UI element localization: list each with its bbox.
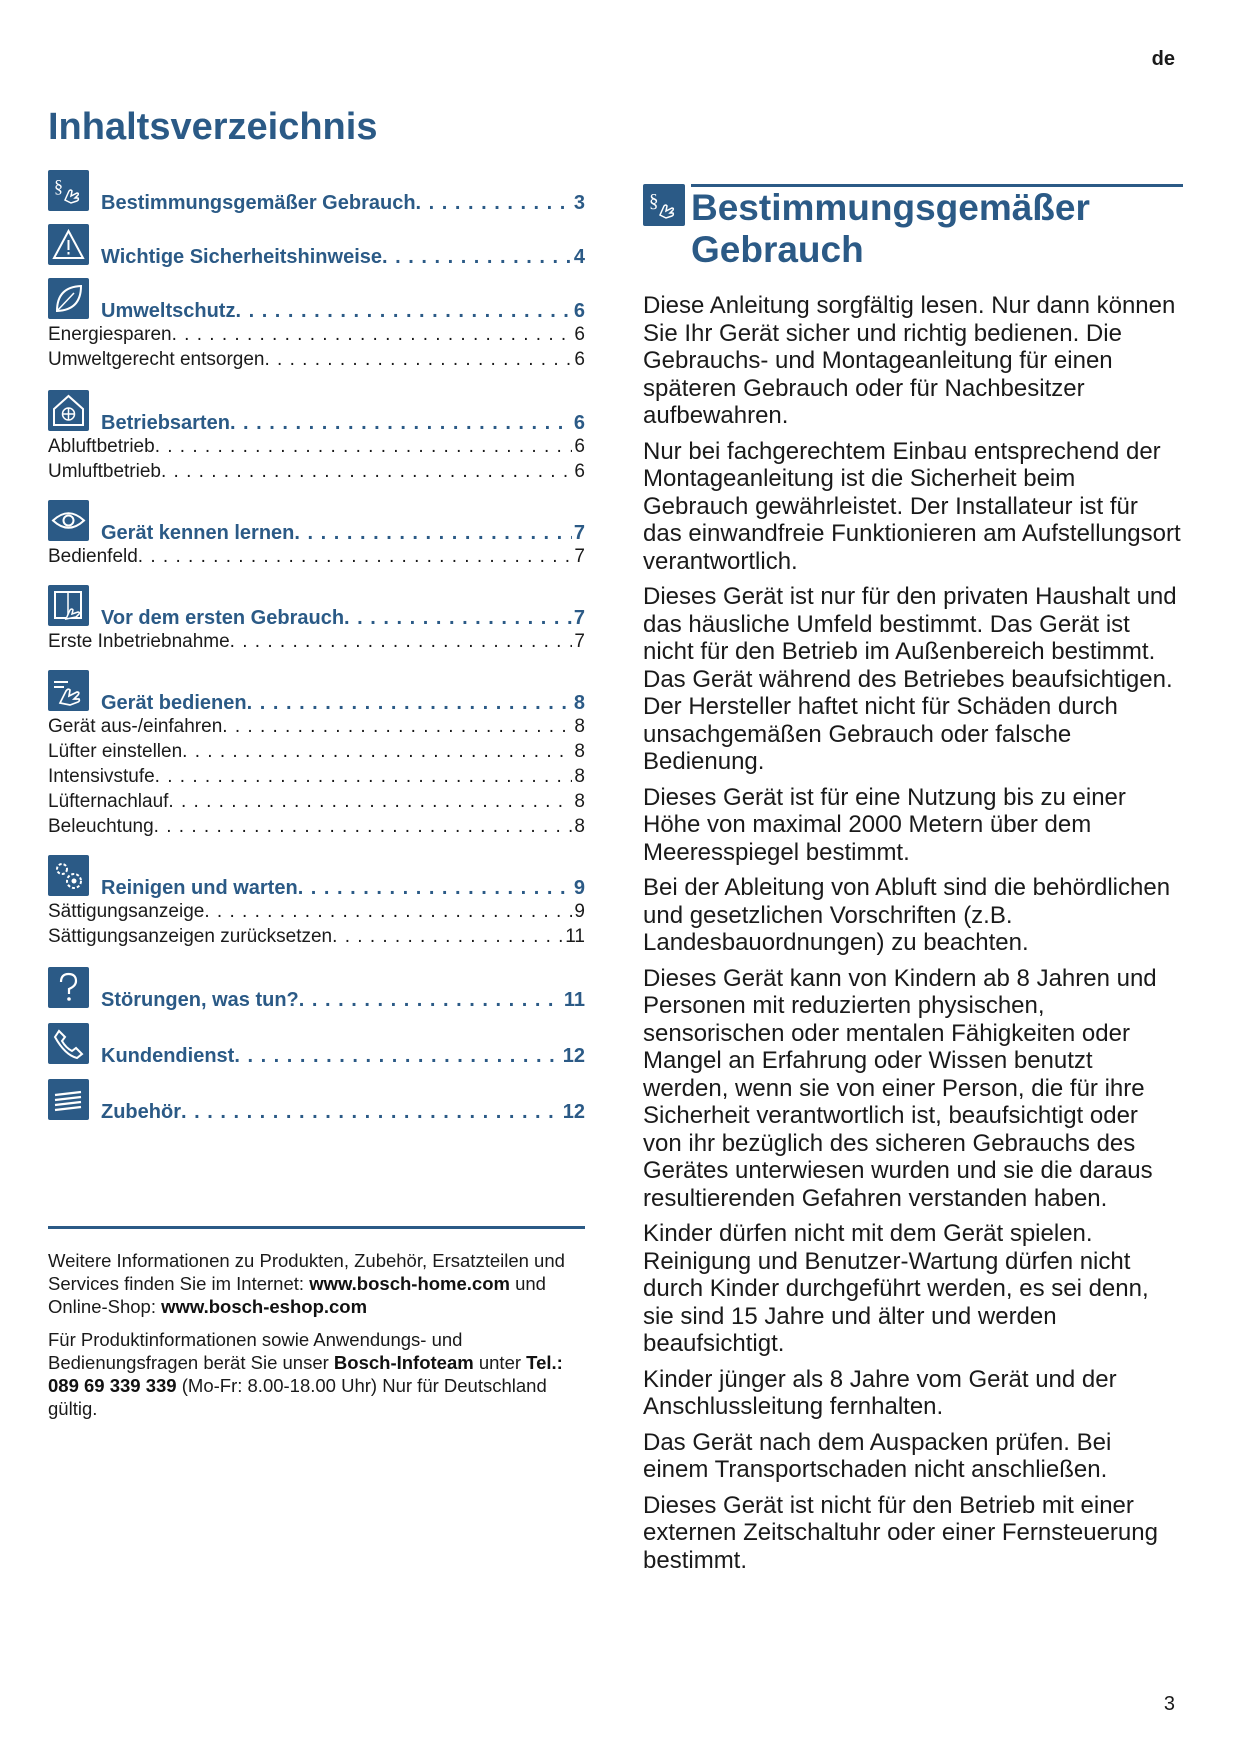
toc-entry[interactable]: Kundendienst . . . 12 [101,1045,585,1068]
toc-entry[interactable]: Wichtige Sicherheitshinweise . . . 4 [101,246,585,269]
toc-section [48,855,585,949]
body-paragraph: Dieses Gerät ist für eine Nutzung bis zu einer Höhe von maximal 2000 Metern über dem Meeresspiegel bestimmt. [643,783,1126,866]
body-paragraph: Bei der Ableitung von Abluft sind die behördlichen und gesetzlichen Vorschriften (z.B. Landesbauordnungen) zu beachten. [643,874,1171,956]
toc-section [48,967,585,1011]
hand-paragraph-icon [48,170,89,211]
house-fan-icon [48,390,89,431]
body-paragraph: Dieses Gerät ist nicht für den Betrieb mit einer externen Zeitschaltuhr oder einer Fernsteuerung bestimmt. [643,1491,1158,1574]
body-paragraph: Dieses Gerät ist nur für den privaten Haushalt und das häusliche Umfeld bestimmt. Das Gerät ist nicht für den Betrieb im Außenbereich bestimmt. Das Gerät während des Betriebes beaufsichtigen. Der Hersteller haftet nicht für Schäden durch unsachgemäßen Gebrauch oder falsche Bedienung. [643,583,1177,775]
toc-entry[interactable]: Reinigen und warten . . . 9 [101,877,585,900]
body-paragraph: Nur bei fachgerechtem Einbau entsprechend der Montageanleitung ist die Sicherheit beim Gebrauch gewährleistet. Der Installateur ist für das einwandfreie Funktionieren am Aufstellungsort verantwortlich. [643,437,1181,575]
toc-entry[interactable]: Umweltschutz . . . 6 [101,300,585,323]
gears-icon [48,855,89,896]
toc-entry[interactable]: Betriebsarten . . . 6 [101,412,585,435]
toc-entry[interactable]: Bestimmungsgemäßer Gebrauch . . . 3 [101,192,585,215]
toc-entry[interactable]: Vor dem ersten Gebrauch . . . 7 [101,607,585,630]
section-title: Bestimmungsgemäßer Gebrauch [691,187,1090,270]
toc-subentry[interactable]: Sättigungsanzeige . . . 9 [48,899,585,924]
toc-section [48,1079,585,1123]
toc-subentry[interactable]: Abluftbetrieb . . . 6 [48,434,585,459]
toc-entry[interactable]: Störungen, was tun? . . . 11 [101,989,585,1012]
body-paragraph: Kinder dürfen nicht mit dem Gerät spielen. Reinigung und Benutzer-Wartung dürfen nicht durch Kinder durchgeführt werden, es sei denn, sie sind 15 Jahre und älter und werden beaufsichtigt. [643,1220,1149,1357]
info-paragraph: Weitere Informationen zu Produkten, Zubehör, Ersatzteilen und Services finden Sie im Internet: www.bosch-home.com und Online-Shop: www.bosch-eshop.com [48,1250,565,1317]
question-icon [48,967,89,1008]
toc-subentry[interactable]: Sättigungsanzeigen zurücksetzen . . . 11 [48,924,585,949]
toc-subentry[interactable]: Energiesparen . . . 6 [48,322,585,347]
toc-section [48,1023,585,1067]
leaf-icon [48,278,89,319]
body-paragraph: Das Gerät nach dem Auspacken prüfen. Bei einem Transportschaden nicht anschließen. [643,1428,1112,1483]
toc-subentry[interactable]: Gerät aus-/einfahren . . . 8 [48,714,585,739]
toc-subentry[interactable]: Umweltgerecht entsorgen . . . 6 [48,347,585,372]
svg-text:§: § [649,191,659,212]
page-number: 3 [1163,1693,1175,1715]
table-of-contents [48,170,585,1123]
toc-entry[interactable]: Gerät bedienen . . . 8 [101,692,585,715]
toc-subentry[interactable]: Beleuchtung . . . 8 [48,814,585,839]
contact-info [48,1226,585,1430]
warning-triangle-icon [48,224,89,265]
toc-section [48,670,585,839]
language-code: de [1151,48,1175,70]
toc-subentry[interactable]: Lüfternachlauf . . . 8 [48,789,585,814]
section-body [643,292,1183,1582]
stack-icon [48,1079,89,1120]
svg-text:§: § [54,176,63,196]
bosch-home-link[interactable]: www.bosch-home.com [309,1273,510,1294]
phone-icon [48,1023,89,1064]
toc-subentry[interactable]: Erste Inbetriebnahme . . . 7 [48,629,585,654]
hand-operate-icon [48,670,89,711]
toc-entry[interactable]: Zubehör . . . 12 [101,1101,585,1124]
toc-entry[interactable]: Gerät kennen lernen . . . 7 [101,522,585,545]
toc-section [48,390,585,484]
book-hand-icon [48,585,89,626]
toc-section [48,170,585,214]
toc-subentry[interactable]: Umluftbetrieb . . . 6 [48,459,585,484]
bosch-eshop-link[interactable]: www.bosch-eshop.com [161,1296,368,1317]
body-paragraph: Kinder jünger als 8 Jahre vom Gerät und der Anschlussleitung fernhalten. [643,1365,1117,1420]
info-paragraph: Für Produktinformationen sowie Anwendungs- und Bedienungsfragen berät Sie unser Bosch-Infoteam unter Tel.: 089 69 339 339 (Mo-Fr: 8.00-18.00 Uhr) Nur für Deutschland gültig. [48,1329,563,1419]
toc-subentry[interactable]: Intensivstufe . . . 8 [48,764,585,789]
toc-subentry[interactable]: Lüfter einstellen . . . 8 [48,739,585,764]
toc-section [48,585,585,654]
eye-icon [48,500,89,541]
toc-section [48,500,585,569]
toc-section [48,224,585,268]
toc-title: Inhaltsverzeichnis [48,106,378,148]
body-paragraph: Dieses Gerät kann von Kindern ab 8 Jahren und Personen mit reduzierten physischen, sensorischen oder mentalen Fähigkeiten oder Mangel an Erfahrung oder Wissen benutzt werden, wenn sie von einer Person, die für ihre Sicherheit verantwortlich ist, beaufsichtigt oder von ihr bezüglich des sicheren Gebrauchs des Gerätes unterwiesen wurden und sie die daraus resultierenden Gefahren verstanden haben. [643,964,1157,1212]
hand-paragraph-icon [643,184,685,226]
toc-subentry[interactable]: Bedienfeld . . . 7 [48,544,585,569]
body-paragraph: Diese Anleitung sorgfältig lesen. Nur dann können Sie Ihr Gerät sicher und richtig bedienen. Die Gebrauchs- und Montageanleitung für einen späteren Gebrauch oder für Nachbesitzer aufbewahren. [643,292,1176,429]
toc-section [48,278,585,372]
